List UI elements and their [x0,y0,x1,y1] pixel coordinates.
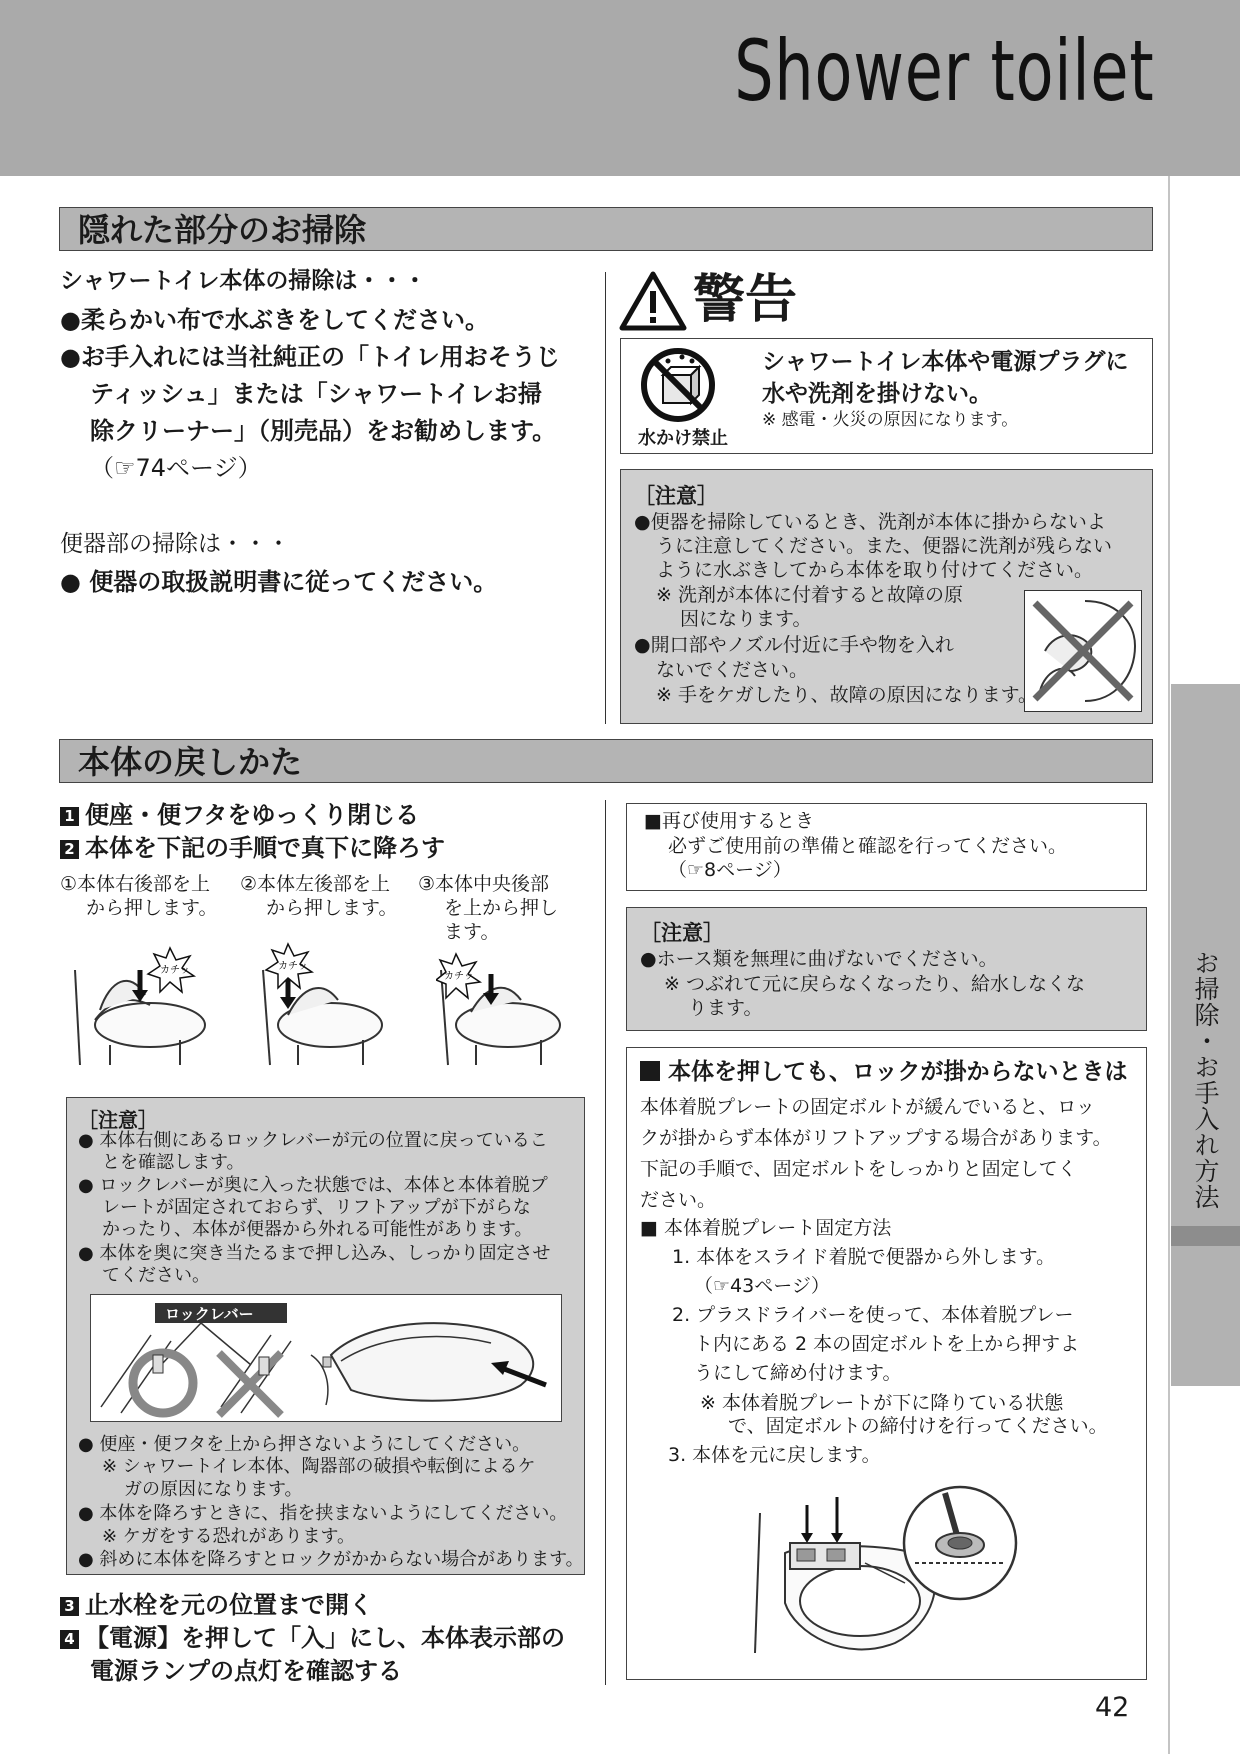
reuse-line-1: 必ずご使用前の準備と確認を行ってください。 [668,835,1068,857]
side-divider [1168,176,1170,1754]
method-item: 3. 本体を元に戻します。 [668,1444,881,1466]
substep-text: 本体中央後部 [435,873,550,895]
substep-number: ② [240,873,258,895]
bullet-soft-cloth: ●柔らかい布で水ぶきをしてください。 [60,306,489,334]
nozzle-caution-illustration [1024,590,1142,712]
reuse-title: ■再び使用するとき [644,810,814,832]
lock-fail-title [640,1057,1128,1087]
caution-line: てください。 [102,1265,210,1286]
caution-line: ● 便座・便フタを上から押さないようにしてください。 [78,1434,531,1455]
step-4 [60,1622,565,1655]
caution-line: ●開口部やノズル付近に手や物を入れ [634,634,954,656]
caution-line: ● 本体右側にあるロックレバーが元の位置に戻っているこ [78,1130,548,1151]
press-left-rear-illustration [258,940,388,1070]
step-number: 4 [60,1630,79,1649]
click-label: カチッ [278,961,308,972]
section-title-hidden-cleaning: 隠れた部分のお掃除 [59,207,1153,251]
caution-line: ガの原因になります。 [124,1479,303,1500]
method-item: 2. プラスドライバーを使って、本体着脱プレー [672,1304,1074,1326]
lock-lever-illustration [90,1294,562,1422]
method-item: ト内にある 2 本の固定ボルトを上から押すよ [694,1333,1080,1355]
caution-line: ※ 洗剤が本体に付着すると故障の原 [656,584,963,606]
para-line: 下記の手順で、固定ボルトをしっかりと固定してく [640,1158,1077,1180]
step-4-text: 【電源】を押して「入」にし、本体表示部の [85,1624,565,1652]
press-right-rear-illustration [70,940,210,1070]
lock-lever-label: ロックレバー [165,1305,254,1323]
warning-title: 警告 [693,270,798,330]
caution-line: ●便器を掃除しているとき、洗剤が本体に掛からないよ [634,511,1106,533]
method-note: ※ 本体着脱プレートが下に降りている状態 [700,1392,1064,1414]
substep-text: から押します。 [86,897,218,919]
warning-text-1: シャワートイレ本体や電源プラグに [762,349,1129,375]
caution-line: かったり、本体が便器から外れる可能性があります。 [102,1219,533,1240]
press-center-rear-illustration [436,940,566,1070]
caution-line: ● ロックレバーが奥に入った状態では、本体と本体着脱プ [78,1175,548,1196]
caution-line: ように水ぶきしてから本体を取り付けてください。 [656,559,1094,581]
para-line: ださい。 [640,1189,717,1211]
click-label: カチッ [444,971,474,982]
bowl-cleaning-heading: 便器部の掃除は・・・ [60,531,290,557]
method-item: 1. 本体をスライド着脱で便器から外します。 [672,1246,1056,1268]
caution-line: ※ ケガをする恐れがあります。 [102,1526,356,1547]
substep-text: ます。 [444,921,500,943]
side-index-strip [1171,1226,1240,1246]
substep-text: から押します。 [266,897,398,919]
no-water-label: 水かけ禁止 [638,428,728,449]
method-item: うにして締め付けます。 [694,1362,902,1384]
lock-fail-title-text: 本体を押しても、ロックが掛からないときは [668,1059,1128,1085]
step-4-text-2: 電源ランプの点灯を確認する [90,1657,402,1685]
caution-line: ※ シャワートイレ本体、陶器部の破損や転倒によるケ [102,1456,536,1477]
substep-number: ① [60,873,78,895]
step-number: 3 [60,1597,79,1616]
substep-1 [60,872,217,920]
para-line: クが掛からず本体がリフトアップする場合があります。 [640,1127,1112,1149]
caution-line: 因になります。 [680,608,812,630]
substep-text: を上から押し [444,897,559,919]
step-1 [60,799,419,832]
step-number: 2 [60,840,79,859]
no-water-icon [638,345,718,425]
method-note: で、固定ボルトの締付けを行ってください。 [728,1415,1108,1437]
step-2-text: 本体を下記の手順で真下に降ろす [85,834,445,862]
body-cleaning-heading: シャワートイレ本体の掃除は・・・ [60,268,427,294]
caution-title-3: ［注意］ [640,921,724,945]
step-3 [60,1589,373,1622]
fixing-bolt-illustration [745,1483,1025,1663]
step-number: 1 [60,807,79,826]
section-title-reinstall: 本体の戻しかた [59,739,1153,783]
caution-line: ● 本体を奥に突き当たるまで押し込み、しっかり固定させ [78,1243,551,1264]
substep-text: 本体右後部を上 [77,873,211,895]
substep-text: 本体左後部を上 [257,873,391,895]
page-ref-43[interactable]: （☞43ページ） [694,1275,830,1297]
column-divider [605,800,606,1685]
caution-line: ※ 手をケガしたり、故障の原因になります。 [656,684,1038,706]
bullet-genuine-products-1: ●お手入れには当社純正の「トイレ用おそうじ [60,343,560,371]
lock-fail-para [640,1092,1112,1216]
page-ref-8[interactable]: （☞8ページ） [668,859,792,881]
caution-line: ※ つぶれて元に戻らなくなったり、給水しなくな [664,973,1085,995]
column-divider [605,272,606,724]
caution-line: うに注意してください。また、便器に洗剤が残らない [656,535,1113,557]
caution-line: とを確認します。 [102,1152,245,1173]
step-2 [60,832,445,865]
brand-logo: Shower toilet [733,22,1154,120]
substep-2 [240,872,397,920]
bullet-bowl-manual: ● 便器の取扱説明書に従ってください。 [60,568,498,596]
square-marker [640,1061,660,1081]
step-3-text: 止水栓を元の位置まで開く [85,1591,373,1619]
page-ref-74[interactable]: （☞74ページ） [90,454,262,482]
warning-icon [619,271,687,331]
click-label: カチッ [160,965,190,976]
caution-title-1: ［注意］ [634,484,718,508]
caution-line: ります。 [688,997,763,1019]
para-line: 本体着脱プレートの固定ボルトが緩んでいると、ロッ [640,1096,1095,1118]
caution-line: ● 本体を降ろすときに、指を挟まないようにしてください。 [78,1503,568,1524]
warning-sub: ※ 感電・火災の原因になります。 [762,410,1019,430]
step-1-text: 便座・便フタをゆっくり閉じる [85,801,420,829]
caution-line: ● 斜めに本体を降ろすとロックがかからない場合があります。 [78,1549,584,1570]
substep-3 [418,872,558,944]
warning-text-2: 水や洗剤を掛けない。 [762,381,992,407]
caution-line: ないでください。 [656,659,809,681]
caution-line: ●ホース類を無理に曲げないでください。 [640,948,998,970]
caution-line: レートが固定されておらず、リフトアップが下がらな [102,1197,531,1218]
method-title: ■ 本体着脱プレート固定方法 [640,1217,892,1239]
bullet-genuine-products-3: 除クリーナー」（別売品）をお勧めします。 [90,417,557,445]
side-index-label: お掃除・お手入れ方法 [1191,950,1220,1210]
page-number: 42 [1095,1692,1130,1723]
caution-title-2: ［注意］ [78,1108,158,1132]
bullet-genuine-products-2: ティッシュ」または「シャワートイレお掃 [90,380,542,408]
substep-number: ③ [418,873,436,895]
